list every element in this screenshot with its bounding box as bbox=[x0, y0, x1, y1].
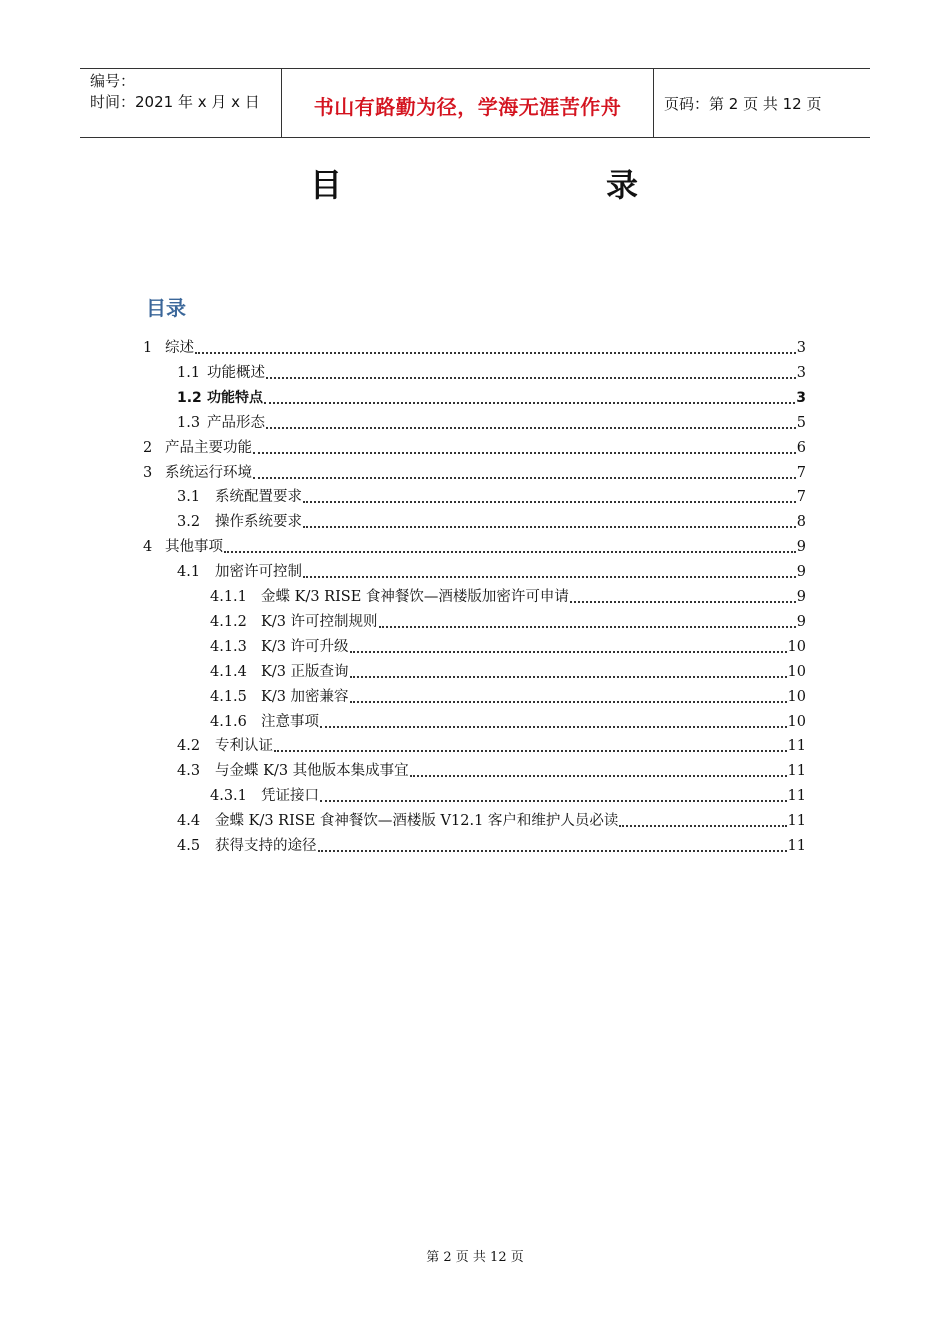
toc-entry-label: 获得支持的途径 bbox=[215, 838, 317, 854]
toc-entry[interactable] bbox=[210, 712, 806, 732]
toc-entry[interactable] bbox=[177, 413, 806, 433]
toc-entry-label: 与金蝶 K/3 其他版本集成事宜 bbox=[215, 763, 409, 780]
toc-entry-label: 其他事项 bbox=[165, 539, 223, 556]
toc-dot-leader bbox=[350, 676, 787, 678]
toc-entry[interactable] bbox=[210, 786, 806, 806]
toc-entry[interactable] bbox=[177, 811, 806, 831]
toc-entry-page: 3 bbox=[796, 340, 806, 356]
toc-entry[interactable] bbox=[210, 587, 806, 607]
toc-dot-leader bbox=[253, 452, 796, 454]
toc-entry[interactable] bbox=[143, 537, 806, 557]
document-code-label: 编号： bbox=[90, 72, 136, 90]
toc-entry-label: K/3 正版查询 bbox=[261, 663, 349, 680]
header-right-cell bbox=[654, 69, 870, 137]
toc-entry-number: 4.3 bbox=[177, 763, 201, 780]
toc-entry-label: 金蝶 K/3 RISE 食神餐饮—酒楼版加密许可申请 bbox=[261, 589, 569, 605]
toc-entry-label: 操作系统要求 bbox=[215, 514, 302, 531]
page-header bbox=[80, 68, 870, 138]
toc-entry-page: 9 bbox=[796, 589, 806, 605]
toc-dot-leader bbox=[619, 825, 786, 827]
toc-entry-page: 11 bbox=[787, 738, 806, 755]
toc-entry-label: 系统配置要求 bbox=[215, 489, 302, 506]
toc-dot-leader bbox=[266, 377, 796, 379]
toc-entry-number: 1.1 bbox=[177, 364, 201, 381]
toc-dot-leader bbox=[350, 651, 787, 653]
toc-entry-number: 4.2 bbox=[177, 738, 201, 755]
toc-entry-page: 10 bbox=[787, 688, 806, 705]
toc-entry[interactable] bbox=[177, 761, 806, 781]
toc-entry-number: 1.2 bbox=[177, 389, 202, 406]
toc-entry-page: 10 bbox=[787, 663, 806, 680]
toc-dot-leader bbox=[303, 526, 796, 528]
toc-entry[interactable] bbox=[143, 338, 806, 358]
toc-dot-leader bbox=[266, 427, 796, 429]
toc-dot-leader bbox=[320, 726, 787, 728]
toc-entry-label: K/3 加密兼容 bbox=[261, 688, 349, 705]
toc-entry-number: 4.1.4 bbox=[210, 663, 247, 680]
toc-entry-label: 功能特点 bbox=[207, 389, 263, 406]
toc-entry-label: 凭证接口 bbox=[261, 788, 319, 805]
toc-entry-label: K/3 许可升级 bbox=[261, 638, 349, 655]
toc-entry-page: 3 bbox=[796, 364, 806, 381]
toc-dot-leader bbox=[303, 576, 796, 578]
toc-entry-number: 4.1.6 bbox=[210, 713, 247, 730]
toc-dot-leader bbox=[195, 352, 796, 354]
toc-entry[interactable] bbox=[177, 487, 806, 507]
toc-entry[interactable] bbox=[210, 612, 806, 632]
toc-dot-leader bbox=[224, 551, 796, 553]
toc-entry-label: 综述 bbox=[165, 340, 194, 356]
toc-entry-page: 6 bbox=[796, 439, 806, 456]
toc-entry-number: 3 bbox=[143, 464, 153, 481]
toc-entry-number: 1 bbox=[143, 340, 153, 356]
toc-dot-leader bbox=[253, 477, 796, 479]
toc-entry-number: 4.1 bbox=[177, 564, 201, 581]
toc-entry[interactable] bbox=[177, 388, 806, 408]
toc-entry[interactable] bbox=[177, 736, 806, 756]
toc-entry-page: 3 bbox=[796, 389, 806, 406]
toc-entry-label: 系统运行环境 bbox=[165, 464, 252, 481]
toc-entry-page: 11 bbox=[787, 763, 806, 780]
toc-entry-page: 10 bbox=[787, 638, 806, 655]
page-title bbox=[0, 160, 950, 210]
toc-dot-leader bbox=[303, 501, 796, 503]
toc-entry-number: 3.1 bbox=[177, 489, 201, 506]
toc-dot-leader bbox=[350, 701, 787, 703]
toc-entry-page: 9 bbox=[796, 539, 806, 556]
toc-entry-page: 11 bbox=[787, 838, 806, 854]
toc-entry[interactable] bbox=[143, 438, 806, 458]
toc-dot-leader bbox=[274, 750, 787, 752]
toc-dot-leader bbox=[318, 850, 787, 852]
toc-entry-number: 4.5 bbox=[177, 838, 201, 854]
toc-entry[interactable] bbox=[177, 836, 806, 856]
toc-entry-page: 9 bbox=[796, 564, 806, 581]
toc-entry-label: 加密许可控制 bbox=[215, 564, 302, 581]
toc-entry[interactable] bbox=[143, 463, 806, 483]
header-page-info: 页码：第 2 页 共 12 页 bbox=[664, 94, 822, 113]
header-middle-cell bbox=[281, 69, 654, 137]
toc-entry-label: 注意事项 bbox=[261, 713, 319, 730]
toc-entry[interactable] bbox=[210, 687, 806, 707]
toc-entry-number: 4.1.5 bbox=[210, 688, 247, 705]
toc-dot-leader bbox=[320, 800, 787, 802]
toc-entry-label: 产品形态 bbox=[207, 414, 265, 431]
toc-entry-page: 10 bbox=[787, 713, 806, 730]
page-footer: 第 2 页 共 12 页 bbox=[426, 1250, 524, 1265]
toc-entry[interactable] bbox=[210, 637, 806, 657]
toc-entry[interactable] bbox=[210, 662, 806, 682]
toc-entry-page: 8 bbox=[796, 514, 806, 531]
toc-entry-page: 9 bbox=[796, 613, 806, 630]
toc-entry[interactable] bbox=[177, 512, 806, 532]
toc-entry-page: 11 bbox=[787, 813, 806, 830]
toc-entry-label: K/3 许可控制规则 bbox=[261, 613, 378, 630]
document-time: 时间：2021 年 x 月 x 日 bbox=[90, 93, 260, 111]
toc-entry-number: 4.1.1 bbox=[210, 589, 247, 605]
toc-entry[interactable] bbox=[177, 562, 806, 582]
header-motto: 书山有路勤为径，学海无涯苦作舟 bbox=[313, 94, 622, 119]
toc-heading: 目录 bbox=[146, 296, 186, 320]
page-title-char-2: 录 bbox=[606, 166, 639, 204]
toc-entry-page: 5 bbox=[796, 414, 806, 431]
toc-entry-label: 金蝶 K/3 RISE 食神餐饮—酒楼版 V12.1 客户和维护人员必读 bbox=[215, 813, 619, 830]
toc-entry-number: 1.3 bbox=[177, 414, 201, 431]
toc-dot-leader bbox=[264, 402, 795, 404]
toc-dot-leader bbox=[570, 601, 796, 603]
toc-entry-number: 4 bbox=[143, 539, 153, 556]
toc-entry[interactable] bbox=[177, 363, 806, 383]
page-title-char-1: 目 bbox=[310, 166, 343, 204]
toc-dot-leader bbox=[410, 775, 787, 777]
toc-entry-label: 功能概述 bbox=[207, 364, 265, 381]
toc-entry-label: 专利认证 bbox=[215, 738, 273, 755]
toc-dot-leader bbox=[379, 626, 796, 628]
header-left-cell bbox=[80, 69, 281, 137]
toc-entry-page: 7 bbox=[796, 489, 806, 506]
toc-entry-number: 4.4 bbox=[177, 813, 201, 830]
toc-entry-number: 3.2 bbox=[177, 514, 201, 531]
toc-entry-number: 4.1.2 bbox=[210, 613, 247, 630]
toc-entry-number: 4.3.1 bbox=[210, 788, 247, 805]
toc-entry-page: 7 bbox=[796, 464, 806, 481]
toc-entry-page: 11 bbox=[787, 788, 806, 805]
toc-entry-label: 产品主要功能 bbox=[165, 439, 252, 456]
toc-entry-number: 2 bbox=[143, 439, 153, 456]
toc-entry-number: 4.1.3 bbox=[210, 638, 247, 655]
